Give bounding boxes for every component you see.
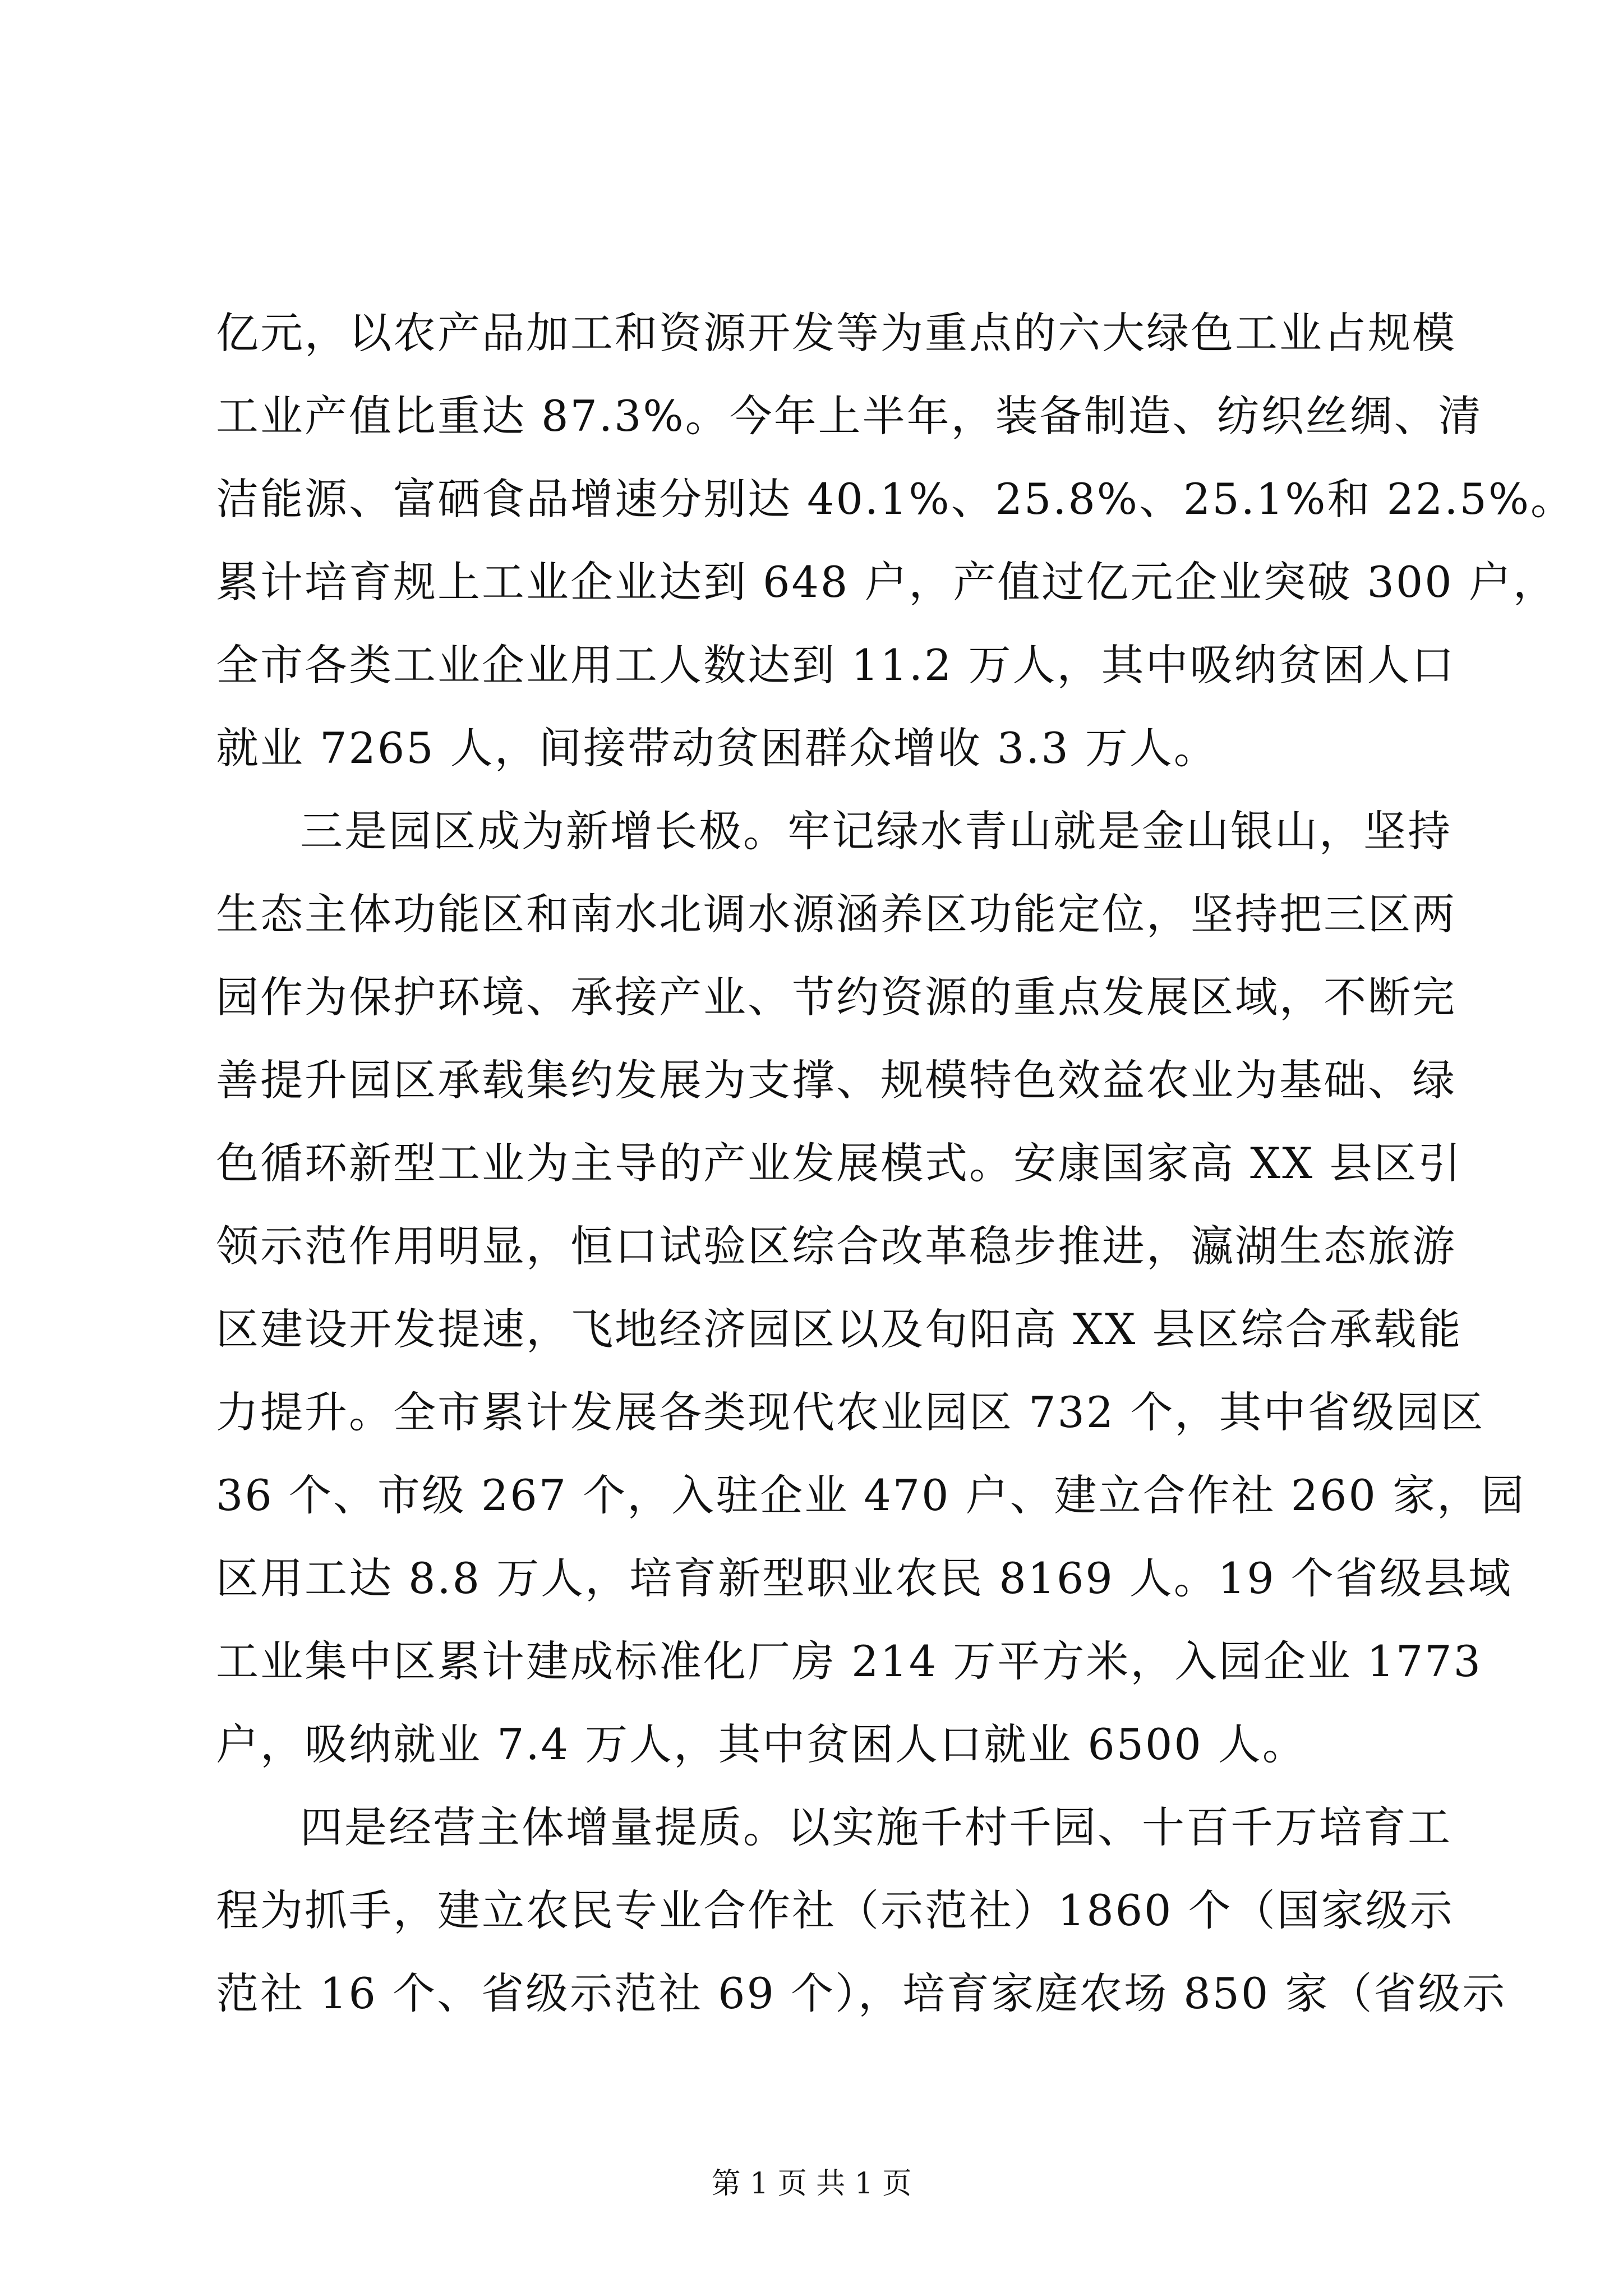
text-line: 善提升园区承载集约发展为支撑、规模特色效益农业为基础、绿 (216, 1055, 1456, 1105)
text-line: 园作为保护环境、承接产业、节约资源的重点发展区域，不断完 (216, 972, 1456, 1022)
text-line: 工业集中区累计建成标准化厂房 214 万平方米，入园企业 1773 (216, 1636, 1482, 1686)
text-line: 力提升。全市累计发展各类现代农业园区 732 个，其中省级园区 (216, 1387, 1485, 1437)
paragraph-start-line: 三是园区成为新增长极。牢记绿水青山就是金山银山，坚持 (300, 806, 1452, 856)
text-line: 工业产值比重达 87.3%。今年上半年，装备制造、纺织丝绸、清 (216, 391, 1483, 441)
text-line: 程为抓手，建立农民专业合作社（示范社）1860 个（国家级示 (216, 1885, 1454, 1935)
text-line: 生态主体功能区和南水北调水源涵养区功能定位，坚持把三区两 (216, 889, 1456, 939)
document-body (216, 292, 1575, 2035)
text-line: 区建设开发提速，飞地经济园区以及旬阳高 XX 县区综合承载能 (216, 1304, 1463, 1354)
text-line: 亿元，以农产品加工和资源开发等为重点的六大绿色工业占规模 (216, 308, 1456, 358)
text-line: 洁能源、富硒食品增速分别达 40.1%、25.8%、25.1%和 22.5%。 (216, 474, 1575, 524)
paragraph-start-line: 四是经营主体增量提质。以实施千村千园、十百千万培育工 (300, 1802, 1452, 1852)
text-line: 色循环新型工业为主导的产业发展模式。安康国家高 XX 县区引 (216, 1138, 1463, 1188)
text-line: 范社 16 个、省级示范社 69 个），培育家庭农场 850 家（省级示 (216, 1968, 1507, 2018)
text-line: 户，吸纳就业 7.4 万人，其中贫困人口就业 6500 人。 (216, 1719, 1307, 1769)
page-footer: 第 1 页 共 1 页 (711, 2167, 912, 2201)
text-line: 就业 7265 人，间接带动贫困群众增收 3.3 万人。 (216, 723, 1218, 773)
text-line: 36 个、市级 267 个，入驻企业 470 户、建立合作社 260 家，园 (216, 1470, 1525, 1520)
text-line: 领示范作用明显，恒口试验区综合改革稳步推进，瀛湖生态旅游 (216, 1221, 1456, 1271)
text-line: 区用工达 8.8 万人，培育新型职业农民 8169 人。19 个省级县域 (216, 1553, 1513, 1603)
text-line: 全市各类工业企业用工人数达到 11.2 万人，其中吸纳贫困人口 (216, 640, 1456, 690)
text-line: 累计培育规上工业企业达到 648 户，产值过亿元企业突破 300 户， (216, 557, 1557, 607)
